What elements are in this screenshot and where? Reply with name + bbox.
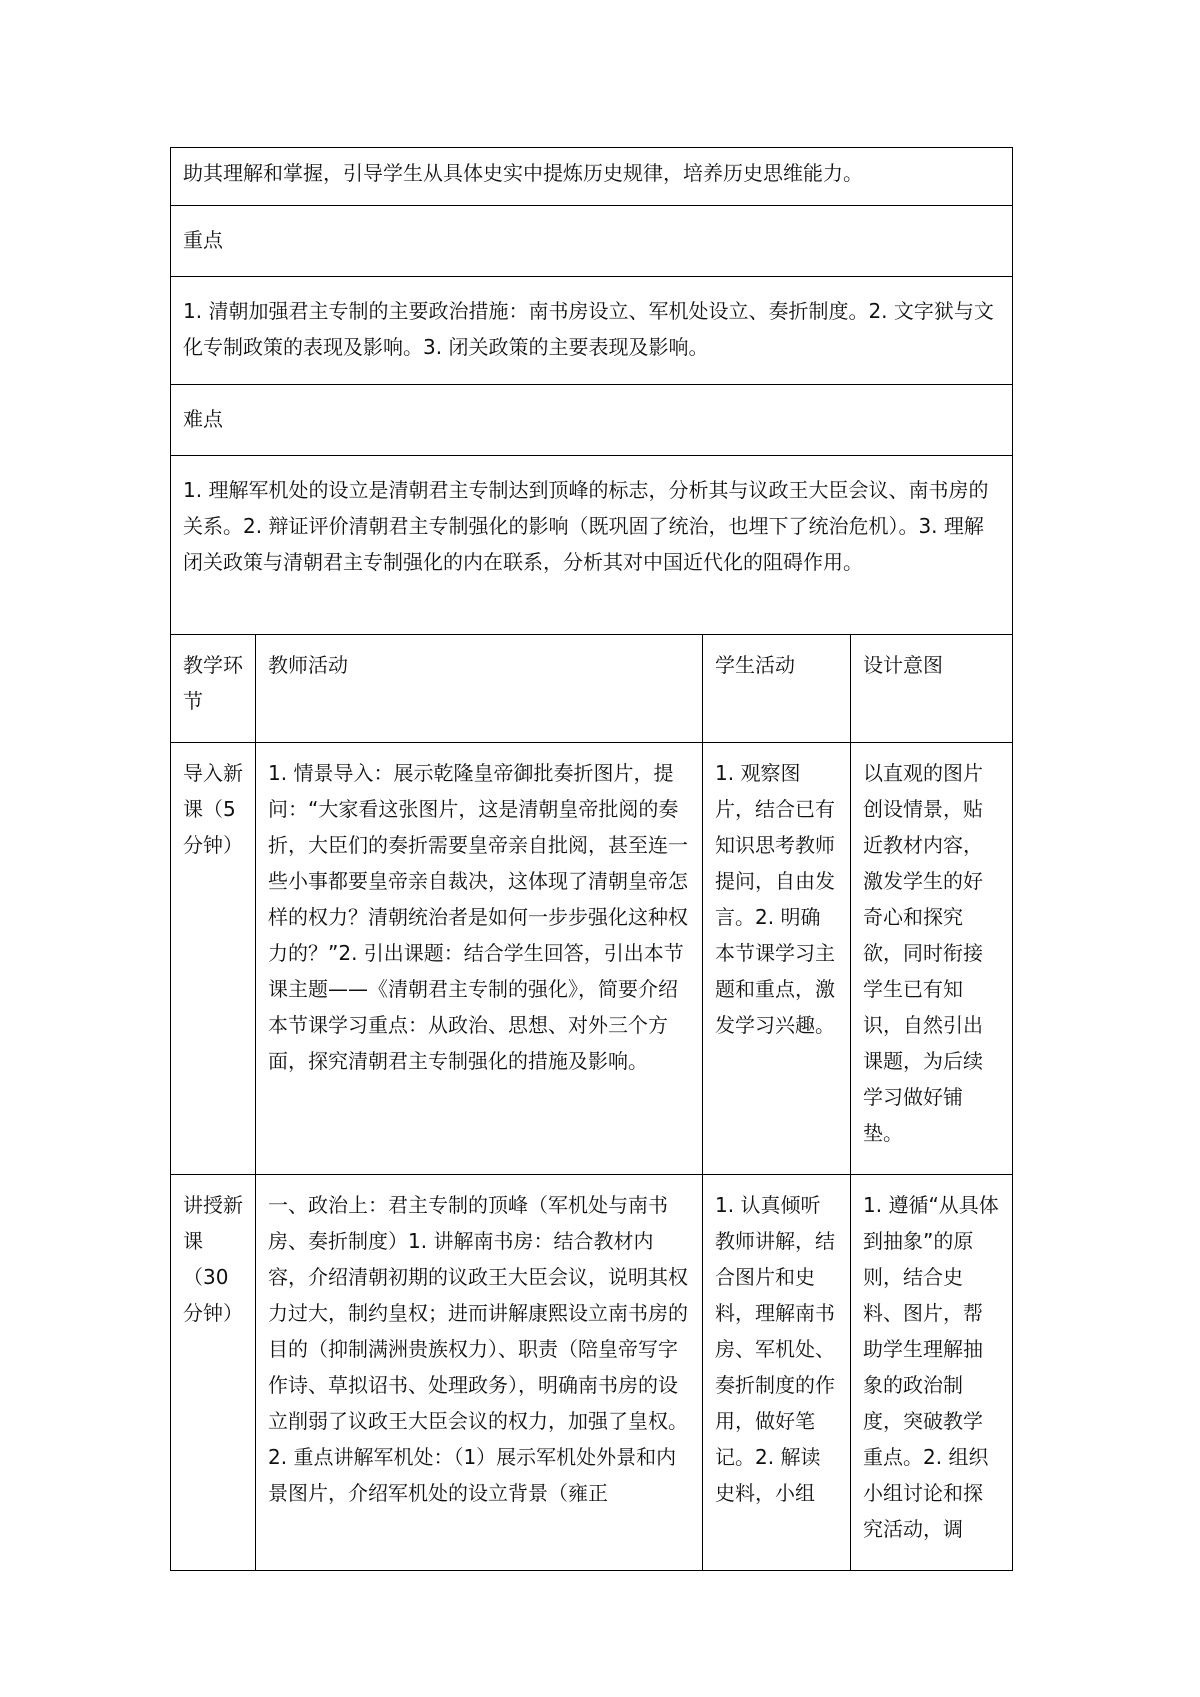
key-points-content-cell bbox=[170, 277, 1013, 385]
row-student bbox=[703, 743, 851, 1174]
row-teacher-text: 1. 情景导入：展示乾隆皇帝御批奏折图片，提问：“大家看这张图片，这是清朝皇帝批阅的奏折，大臣们的奏折需要皇帝亲自批阅，甚至连一些小事都要皇帝亲自裁决，这体现了清朝皇帝怎样的权力？清朝统治者是如何一步步强化这种权力的？”2. 引出课题：结合学生回答，引出本节课主题——《清朝君主专制的强化》，简要介绍本节课学习重点：从政治、思想、对外三个方面，探究清朝君主专制强化的措施及影响。 bbox=[268, 761, 688, 1073]
header-stage-label: 教学环节 bbox=[183, 653, 243, 713]
row-stage-text: 导入新课（5分钟） bbox=[183, 761, 243, 857]
row-teacher bbox=[256, 743, 703, 1174]
continued-text-cell bbox=[170, 147, 1013, 206]
key-points-heading-cell bbox=[170, 206, 1013, 277]
table-header-row bbox=[170, 635, 1013, 743]
continued-text: 助其理解和掌握，引导学生从具体史实中提炼历史规律，培养历史思维能力。 bbox=[183, 161, 863, 185]
header-stage bbox=[171, 635, 256, 742]
header-student bbox=[703, 635, 851, 742]
row-teacher-text: 一、政治上：君主专制的顶峰（军机处与南书房、奏折制度）1. 讲解南书房：结合教材内容，介绍清朝初期的议政王大臣会议，说明其权力过大，制约皇权；进而讲解康熙设立南书房的目的（抑制满洲贵族权力）、职责（陪皇帝写字作诗、草拟诏书、处理政务），明确南书房的设立削弱了议政王大臣会议的权力，加强了皇权。2. 重点讲解军机处：（1）展示军机处外景和内景图片，介绍军机处的设立背景（雍正 bbox=[268, 1193, 688, 1505]
row-student bbox=[703, 1175, 851, 1570]
table-row bbox=[170, 743, 1013, 1175]
row-stage bbox=[171, 1175, 256, 1570]
row-stage bbox=[171, 743, 256, 1174]
row-student-text: 1. 认真倾听教师讲解，结合图片和史料，理解南书房、军机处、奏折制度的作用，做好笔记。2. 解读史料，小组 bbox=[715, 1193, 835, 1505]
row-intent-text: 1. 遵循“从具体到抽象”的原则，结合史料、图片，帮助学生理解抽象的政治制度，突破教学重点。2. 组织小组讨论和探究活动，调 bbox=[863, 1193, 999, 1541]
table-row bbox=[170, 1175, 1013, 1571]
lesson-plan-table bbox=[170, 147, 1013, 1571]
header-intent bbox=[851, 635, 1012, 742]
row-stage-text: 讲授新课（30分钟） bbox=[183, 1193, 243, 1325]
header-teacher bbox=[256, 635, 703, 742]
difficult-points-heading-cell bbox=[170, 385, 1013, 456]
header-teacher-label: 教师活动 bbox=[268, 653, 348, 677]
row-teacher bbox=[256, 1175, 703, 1570]
key-points-heading: 重点 bbox=[183, 228, 223, 252]
difficult-points-content: 1. 理解军机处的设立是清朝君主专制达到顶峰的标志，分析其与议政王大臣会议、南书房的关系。2. 辩证评价清朝君主专制强化的影响（既巩固了统治，也埋下了统治危机）。3. 理解闭关政策与清朝君主专制强化的内在联系，分析其对中国近代化的阻碍作用。 bbox=[183, 478, 989, 574]
row-intent bbox=[851, 743, 1012, 1174]
difficult-points-heading: 难点 bbox=[183, 407, 223, 431]
row-intent bbox=[851, 1175, 1012, 1570]
row-intent-text: 以直观的图片创设情景，贴近教材内容，激发学生的好奇心和探究欲，同时衔接学生已有知识，自然引出课题，为后续学习做好铺垫。 bbox=[863, 761, 983, 1145]
key-points-content: 1. 清朝加强君主专制的主要政治措施：南书房设立、军机处设立、奏折制度。2. 文字狱与文化专制政策的表现及影响。3. 闭关政策的主要表现及影响。 bbox=[183, 299, 994, 359]
difficult-points-content-cell bbox=[170, 456, 1013, 635]
header-intent-label: 设计意图 bbox=[863, 653, 943, 677]
row-student-text: 1. 观察图片，结合已有知识思考教师提问，自由发言。2. 明确本节课学习主题和重点，激发学习兴趣。 bbox=[715, 761, 835, 1037]
header-student-label: 学生活动 bbox=[715, 653, 795, 677]
